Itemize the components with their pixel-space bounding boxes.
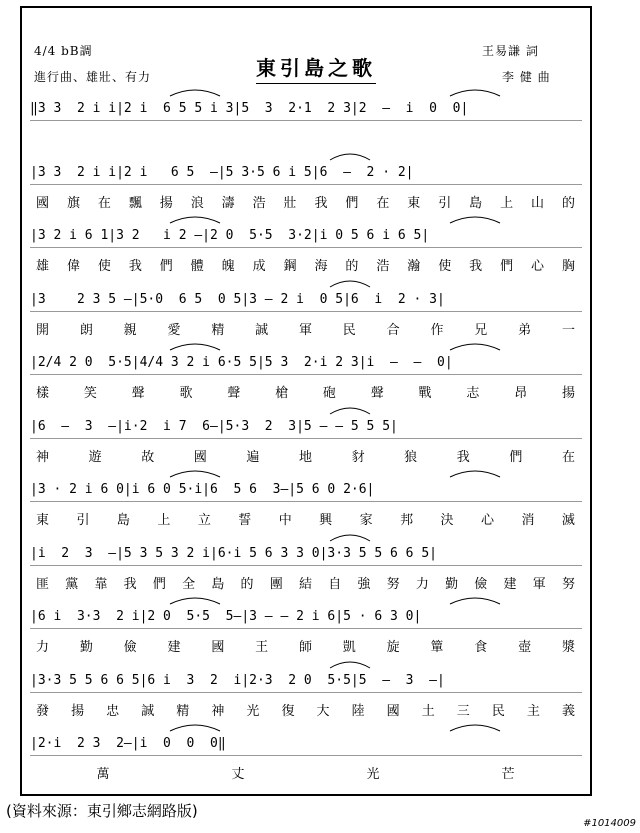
lyrics-line <box>30 763 582 785</box>
slur-arc <box>450 90 500 96</box>
lyric-char: 朗 <box>79 322 94 338</box>
lyric-char: 魄 <box>221 259 236 274</box>
lyric-char: 心 <box>480 513 495 528</box>
lyric-char: 我 <box>123 576 138 592</box>
tempo-style: 進行曲、雄壯、有力 <box>34 70 152 84</box>
lyric-char: 歌 <box>179 386 194 401</box>
notation-line: |3 2 i 6 1|3 2 i 2 —|2 0 5·5 3·2|i 0 5 6 i 6 5| <box>30 225 582 248</box>
lyric-char: 努 <box>386 576 401 592</box>
lyric-char: 偉 <box>66 259 81 274</box>
lyric-char: 軍 <box>532 576 547 592</box>
lyric-char: 力 <box>415 576 430 592</box>
lyric-char: 豺 <box>351 449 366 465</box>
lyric-char: 勤 <box>445 576 460 592</box>
lyric-char: 全 <box>182 576 197 592</box>
lyric-char: 立 <box>197 513 212 528</box>
lyric-char: 一 <box>561 322 576 338</box>
score-row <box>30 733 582 796</box>
lyric-char: 瀚 <box>407 259 422 274</box>
lyric-char: 結 <box>298 576 313 592</box>
lyric-char: 開 <box>36 322 51 338</box>
lyric-char: 芒 <box>501 767 516 782</box>
lyric-char: 漿 <box>561 640 576 655</box>
lyric-char: 島 <box>469 195 484 211</box>
lyric-char: 們 <box>159 259 174 274</box>
slur-arc <box>450 725 500 731</box>
lyric-char: 精 <box>176 703 191 719</box>
lyric-char: 東 <box>407 195 422 211</box>
lyric-char: 飄 <box>128 195 143 211</box>
lyric-char: 浩 <box>252 195 267 211</box>
lyric-char: 地 <box>298 449 313 465</box>
lyric-char: 島 <box>211 576 226 592</box>
lyric-char: 遍 <box>246 449 261 465</box>
time-key-signature: 4/4 bB調 <box>34 44 93 58</box>
lyric-char: 萬 <box>96 767 111 782</box>
lyric-char: 神 <box>211 703 226 719</box>
lyric-char: 山 <box>531 195 546 211</box>
lyric-char: 狼 <box>404 449 419 465</box>
lyric-char: 神 <box>36 449 51 465</box>
notation-line: |2/4 2 0 5·5|4/4 3 2 i 6·5 5|5 3 2·i 2 3|i — — 0| <box>30 352 582 375</box>
lyric-char: 愛 <box>167 322 182 338</box>
lyric-char: 弟 <box>518 322 533 338</box>
lyric-char: 師 <box>298 640 313 655</box>
slur-arc <box>330 535 370 541</box>
notation-line: |3 · 2 i 6 0|i 6 0 5·i|6 5 6 3—|5 6 0 2·6| <box>30 479 582 502</box>
lyric-char: 的 <box>240 576 255 592</box>
lyric-char: 義 <box>561 703 576 719</box>
lyric-char: 光 <box>246 703 261 719</box>
lyric-char: 故 <box>141 449 156 465</box>
composer-credit: 李 健 曲 <box>502 70 551 84</box>
lyric-char: 勤 <box>79 640 94 655</box>
lyric-char: 壯 <box>283 195 298 211</box>
notation-line: |i 2 3 —|5 3 5 3 2 i|6·i 5 6 3 3 0|3·3 5 5 6 6 5| <box>30 543 582 566</box>
notation-line: |6 i 3·3 2 i|2 0 5·5 5—|3 — — 2 i 6|5 · 6 3 0| <box>30 606 582 629</box>
lyric-char: 成 <box>252 259 267 274</box>
lyric-char: 們 <box>509 449 524 465</box>
lyric-char: 的 <box>561 195 576 211</box>
lyric-char: 自 <box>328 576 343 592</box>
lyric-char: 民 <box>491 703 506 719</box>
lyric-char: 們 <box>345 195 360 211</box>
lyric-char: 黨 <box>65 576 80 592</box>
lyric-char: 我 <box>469 259 484 274</box>
lyric-char: 簞 <box>430 640 445 655</box>
slur-marks <box>30 654 582 694</box>
lyric-char: 光 <box>366 767 381 782</box>
slur-arc <box>170 344 220 350</box>
lyric-char: 邦 <box>400 513 415 528</box>
lyric-char: 大 <box>316 703 331 719</box>
lyric-char: 合 <box>386 322 401 338</box>
score-sheet <box>20 6 592 796</box>
lyric-char: 發 <box>36 703 51 719</box>
lyric-char: 鋼 <box>283 259 298 274</box>
lyric-char: 食 <box>474 640 489 655</box>
lyric-char: 王 <box>255 640 270 655</box>
lyric-char: 體 <box>190 259 205 274</box>
lyric-char: 匪 <box>36 576 51 592</box>
slur-arc <box>170 725 220 731</box>
lyric-char: 上 <box>157 513 172 528</box>
lyric-char: 心 <box>531 259 546 274</box>
slur-arc <box>450 471 500 477</box>
lyric-char: 揚 <box>159 195 174 211</box>
lyric-char: 建 <box>167 640 182 655</box>
lyric-char: 砲 <box>322 386 337 401</box>
slur-arc <box>450 598 500 604</box>
lyric-char: 浪 <box>190 195 205 211</box>
lyric-char: 復 <box>281 703 296 719</box>
lyric-char: 兄 <box>474 322 489 338</box>
lyric-char: 昂 <box>514 386 529 401</box>
lyric-char: 遊 <box>88 449 103 465</box>
lyric-char: 靠 <box>94 576 109 592</box>
slur-arc <box>330 154 370 160</box>
slur-marks <box>30 146 582 186</box>
notation-line: |2·i 2 3 2—|i 0 0 0‖ <box>30 733 582 756</box>
lyric-char: 忠 <box>106 703 121 719</box>
slur-arc <box>450 344 500 350</box>
notation-line: |3·3 5 5 6 6 5|6 i 3 2 i|2·3 2 0 5·5|5 — 3 —| <box>30 670 582 693</box>
lyricist-credit: 王易謙 詞 <box>482 44 539 58</box>
slur-marks <box>30 400 582 440</box>
lyric-char: 使 <box>438 259 453 274</box>
lyric-char: 樣 <box>36 386 51 401</box>
lyric-char: 旋 <box>386 640 401 655</box>
source-note: (資料來源：東引鄉志網路版) <box>6 802 198 820</box>
lyric-char: 親 <box>123 322 138 338</box>
slur-marks <box>30 590 582 630</box>
lyric-char: 志 <box>466 386 481 401</box>
slur-arc <box>170 217 220 223</box>
lyric-char: 東 <box>36 513 51 528</box>
lyric-char: 中 <box>278 513 293 528</box>
lyric-char: 國 <box>193 449 208 465</box>
slur-marks <box>30 209 582 249</box>
lyric-char: 陸 <box>351 703 366 719</box>
lyric-char: 主 <box>526 703 541 719</box>
lyric-char: 浩 <box>376 259 391 274</box>
lyric-char: 三 <box>456 703 471 719</box>
notation-line: |3 2 3 5 —|5·0 6 5 0 5|3 — 2 i 0 5|6 i 2 · 3| <box>30 289 582 312</box>
lyric-char: 興 <box>319 513 334 528</box>
lyric-char: 使 <box>97 259 112 274</box>
lyric-char: 我 <box>314 195 329 211</box>
lyric-char: 在 <box>97 195 112 211</box>
lyric-char: 揚 <box>71 703 86 719</box>
slur-arc <box>330 662 370 668</box>
lyric-char: 軍 <box>298 322 313 338</box>
lyric-char: 作 <box>430 322 445 338</box>
lyric-char: 島 <box>116 513 131 528</box>
lyric-char: 們 <box>500 259 515 274</box>
notation-line: |3 3 2 i i|2 i 6 5 —|5 3·5 6 i 5|6 — 2 · 2| <box>30 162 582 185</box>
song-title: 東引島之歌 <box>256 52 376 84</box>
lyric-char: 胸 <box>561 259 576 274</box>
lyric-char: 壺 <box>518 640 533 655</box>
lyric-char: 強 <box>357 576 372 592</box>
lyric-char: 努 <box>561 576 576 592</box>
lyric-char: 在 <box>561 449 576 465</box>
lyric-char: 國 <box>211 640 226 655</box>
lyric-char: 在 <box>376 195 391 211</box>
slur-marks <box>30 82 582 122</box>
lyric-char: 決 <box>440 513 455 528</box>
lyric-char: 戰 <box>418 386 433 401</box>
lyric-char: 聲 <box>131 386 146 401</box>
slur-arc <box>170 598 220 604</box>
slur-arc <box>170 90 220 96</box>
lyric-char: 國 <box>36 195 51 211</box>
lyric-char: 消 <box>521 513 536 528</box>
lyric-char: 我 <box>128 259 143 274</box>
lyric-char: 槍 <box>275 386 290 401</box>
lyric-char: 家 <box>359 513 374 528</box>
notation-line: |6 — 3 —|i·2 i 7 6—|5·3 2 3|5 — — 5 5 5| <box>30 416 582 439</box>
lyric-char: 民 <box>342 322 357 338</box>
lyric-char: 滅 <box>561 513 576 528</box>
lyric-char: 誓 <box>238 513 253 528</box>
lyric-char: 們 <box>152 576 167 592</box>
lyric-char: 誠 <box>255 322 270 338</box>
lyric-char: 引 <box>438 195 453 211</box>
lyric-char: 誠 <box>141 703 156 719</box>
slur-marks <box>30 336 582 376</box>
lyric-char: 精 <box>211 322 226 338</box>
lyric-char: 的 <box>345 259 360 274</box>
lyric-char: 土 <box>421 703 436 719</box>
slur-arc <box>330 281 370 287</box>
lyric-char: 我 <box>456 449 471 465</box>
lyric-char: 儉 <box>123 640 138 655</box>
notation-line: ‖3 3 2 i i|2 i 6 5 5 i 3|5 3 2·1 2 3|2 — i 0 0| <box>30 98 582 121</box>
lyric-char: 濤 <box>221 195 236 211</box>
lyric-char: 力 <box>36 640 51 655</box>
lyric-char: 旗 <box>66 195 81 211</box>
slur-marks <box>30 273 582 313</box>
slur-marks <box>30 463 582 503</box>
lyric-char: 雄 <box>36 259 51 274</box>
lyric-char: 丈 <box>231 767 246 782</box>
slur-arc <box>170 471 220 477</box>
lyric-char: 聲 <box>227 386 242 401</box>
lyric-char: 建 <box>503 576 518 592</box>
lyric-char: 揚 <box>561 386 576 401</box>
lyric-char: 引 <box>76 513 91 528</box>
slur-marks <box>30 717 582 757</box>
lyric-char: 聲 <box>370 386 385 401</box>
lyric-char: 儉 <box>474 576 489 592</box>
lyric-char: 團 <box>269 576 284 592</box>
lyric-char: 凱 <box>342 640 357 655</box>
lyric-char: 笑 <box>83 386 98 401</box>
slur-marks <box>30 527 582 567</box>
image-stamp: #1014009 <box>583 818 636 829</box>
slur-arc <box>450 217 500 223</box>
lyric-char: 上 <box>500 195 515 211</box>
lyric-char: 海 <box>314 259 329 274</box>
lyric-char: 國 <box>386 703 401 719</box>
slur-arc <box>330 408 370 414</box>
